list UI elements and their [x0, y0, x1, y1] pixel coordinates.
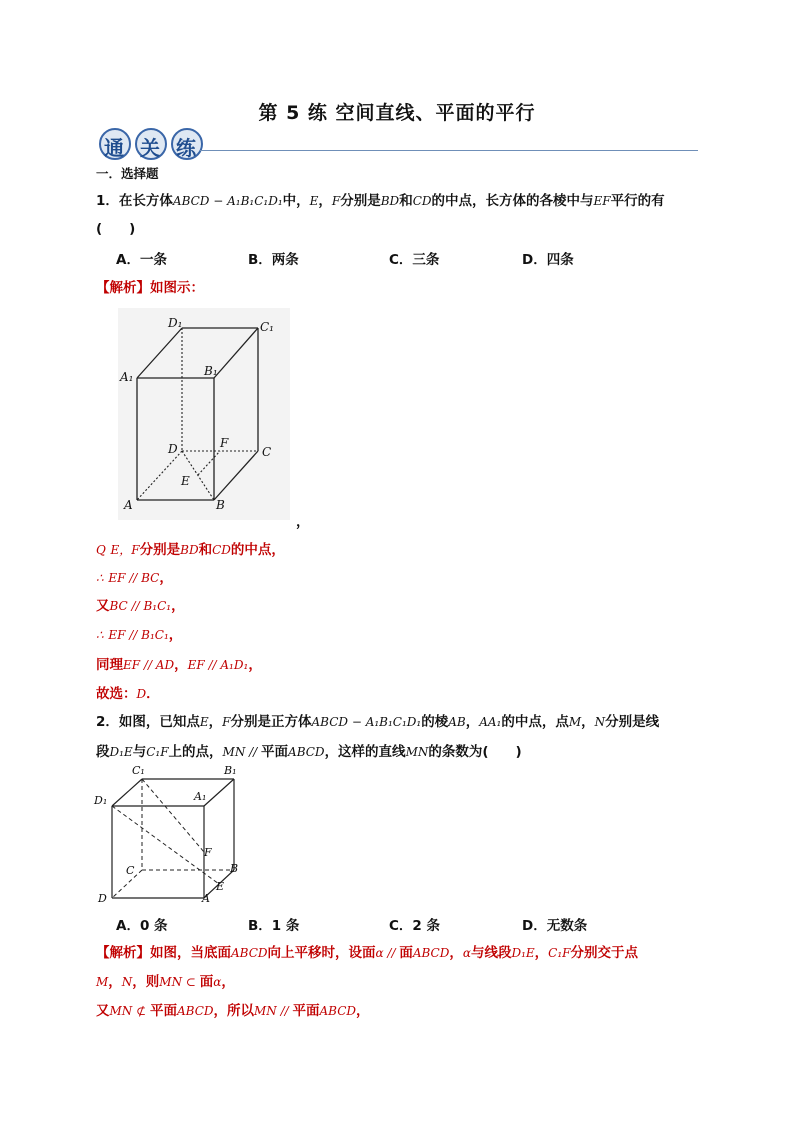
sol1-math: EF // A₁D₁: [187, 658, 249, 672]
label-f: F: [220, 436, 229, 450]
figure-1-cuboid: [96, 300, 311, 530]
sol2-text: 向上平移时，设面: [267, 945, 376, 961]
sol2-text: ，: [108, 974, 122, 990]
figure-2-svg: [94, 766, 254, 906]
sol1-text: ，: [171, 598, 185, 614]
sol2-math: ABCD: [231, 946, 268, 960]
sol1-text: 分别是: [139, 542, 181, 558]
q2-math: N: [594, 715, 606, 729]
q2-text: 的条数为( ): [428, 744, 522, 760]
q2-math: MN: [405, 745, 429, 759]
sol2-text: 面: [199, 974, 214, 990]
label-c1: C₁: [132, 764, 145, 777]
sol1-math: D: [136, 687, 147, 701]
q1-option-b[interactable]: B．两条: [248, 252, 299, 268]
q2-math: D₁E: [109, 745, 133, 759]
question-1-line-1: [96, 189, 665, 209]
solution-1-line-6: [96, 682, 160, 702]
page-title: 第 5 练 空间直线、平面的平行: [258, 102, 536, 124]
q2-option-c[interactable]: C．2 条: [389, 918, 441, 934]
sol2-math: MN ⊂: [159, 975, 200, 989]
sol2-math: N: [121, 975, 133, 989]
sol2-math: α //: [375, 946, 400, 960]
sol2-math: α: [462, 946, 471, 960]
figure-2-cube: [94, 766, 254, 906]
q2-math: MN //: [222, 745, 262, 759]
sol2-text: 面: [399, 945, 413, 961]
label-c: C: [126, 864, 135, 877]
sol2-text: 与线段: [470, 945, 512, 961]
q2-math: AA₁: [479, 715, 502, 729]
q1-math: E: [309, 194, 319, 208]
q1-option-d[interactable]: D．四条: [522, 252, 574, 268]
q1-math: F: [331, 194, 341, 208]
q2-math: C₁F: [146, 745, 169, 759]
q2-text: ，: [208, 714, 223, 730]
solution-1-heading: 【解析】如图示：: [96, 280, 204, 296]
sol1-text: 同理: [96, 657, 123, 673]
sol2-math: MN ⊄: [109, 1004, 150, 1018]
label-b: B: [230, 862, 239, 875]
edge-d1c1: [112, 779, 142, 806]
q2-text: ，: [465, 714, 480, 730]
label-d: D: [98, 892, 107, 905]
question-2-line-1: [96, 710, 659, 730]
sol2-math: ABCD: [412, 946, 450, 960]
sol2-text: ，所以: [213, 1003, 254, 1019]
q2-math: AB: [448, 715, 466, 729]
sol2-text: ，: [356, 1003, 370, 1019]
q1-text: 平行的有: [610, 193, 665, 209]
q2-text: 分别是线: [605, 714, 660, 730]
label-c1: C₁: [260, 320, 274, 334]
section-heading: 一．选择题: [96, 166, 159, 181]
sol2-math: MN //: [254, 1004, 293, 1018]
q2-option-b[interactable]: B．1 条: [248, 918, 300, 934]
sol1-math: BD: [180, 543, 199, 557]
sol2-math: C₁F: [548, 946, 571, 960]
q2-text: 2．如图，已知点: [96, 714, 200, 730]
label-b1: B₁: [224, 764, 237, 777]
badge-divider: [200, 150, 698, 151]
question-2-line-2: [96, 740, 522, 760]
q1-math: CD: [412, 194, 432, 208]
sol1-text: ，: [159, 570, 173, 586]
label-a: A: [202, 892, 210, 905]
q2-text: 分别是正方体: [230, 714, 312, 730]
label-d1: D₁: [94, 794, 108, 807]
sol2-text: 又: [96, 1003, 110, 1019]
sol1-math: EF // B₁C₁: [108, 628, 169, 642]
sol1-text: 又: [96, 598, 110, 614]
sol1-text: 的中点，: [230, 542, 285, 558]
label-f: F: [204, 846, 212, 859]
q2-text: 段: [96, 744, 110, 760]
figure-1-background: [118, 308, 290, 520]
badge-char-2: 关: [140, 136, 160, 160]
sol2-text: 平面: [149, 1003, 177, 1019]
q1-math: ABCD − A₁B₁C₁D₁: [172, 194, 283, 208]
solution-2-line-3: [96, 999, 370, 1019]
sol2-math: ABCD: [319, 1004, 357, 1018]
sol1-math: BC // B₁C₁: [109, 599, 172, 613]
sol2-text: 【解析】如图，当底面: [96, 945, 231, 961]
sol1-math: CD: [212, 543, 231, 557]
q1-math: EF: [593, 194, 611, 208]
q2-text: 的中点，点: [501, 714, 569, 730]
sol1-math: EF // AD: [123, 658, 175, 672]
question-1-line-2: ( ): [96, 221, 136, 237]
q2-option-a[interactable]: A．0 条: [116, 918, 168, 934]
solution-1-line-3: [96, 594, 185, 614]
label-a1: A₁: [120, 370, 134, 384]
sol1-text: ．: [146, 686, 160, 702]
solution-2-line-2: [96, 970, 235, 990]
q2-text: 平面: [261, 744, 289, 760]
q2-math: M: [568, 715, 582, 729]
sol2-text: ，则: [132, 974, 160, 990]
sol2-text: 分别交于点: [570, 945, 638, 961]
q2-text: ，: [581, 714, 595, 730]
q2-math: E: [199, 715, 209, 729]
sol1-text: ，: [248, 657, 262, 673]
q2-math: ABCD: [288, 745, 325, 759]
q2-text: ，这样的直线: [324, 744, 406, 760]
label-b: B: [216, 498, 225, 512]
therefore-symbol: ∴: [96, 571, 104, 585]
sol2-math: ABCD: [176, 1004, 214, 1018]
solution-1-line-2: [96, 566, 173, 586]
sol1-math: EF // BC: [108, 571, 160, 585]
q1-text: 1．在长方体: [96, 193, 173, 209]
badge-char-1: 通: [104, 136, 124, 160]
badge-char-3: 练: [176, 136, 196, 160]
label-a1: A₁: [194, 790, 207, 803]
q1-text: 的中点，长方体的各棱中与: [431, 193, 594, 209]
solution-1-line-4: [96, 623, 182, 643]
q2-math: F: [222, 715, 231, 729]
q1-text: 和: [399, 193, 413, 209]
q2-text: 的棱: [421, 714, 449, 730]
sol1-text: ，: [168, 627, 183, 643]
sol2-text: ，: [449, 945, 463, 961]
sol2-math: D₁E: [511, 946, 535, 960]
sol1-text: ，: [174, 657, 188, 673]
therefore-symbol: ∴: [96, 628, 104, 642]
q1-math: BD: [380, 194, 400, 208]
solution-1-line-1: [96, 538, 285, 558]
q2-text: 上的点，: [168, 744, 223, 760]
q1-text: ，: [318, 193, 332, 209]
sol1-text: 和: [198, 542, 213, 558]
q2-option-d[interactable]: D．无数条: [522, 918, 588, 934]
label-a: A: [124, 498, 133, 512]
figure-1-trailing-comma: ，: [296, 514, 310, 530]
sol2-math: α: [213, 975, 222, 989]
edge-a1b1: [204, 779, 234, 806]
sol1-text: 故选：: [96, 686, 137, 702]
figure-1-svg: [96, 300, 311, 525]
sol2-text: ，: [221, 974, 235, 990]
sol2-math: M: [96, 975, 109, 989]
q1-option-a[interactable]: A．一条: [116, 252, 167, 268]
q1-text: 分别是: [340, 193, 381, 209]
because-symbol: Q: [96, 543, 106, 557]
label-c: C: [262, 445, 272, 459]
solution-1-line-5: [96, 653, 262, 673]
label-e: E: [181, 474, 190, 488]
label-e: E: [216, 880, 225, 893]
label-b1: B₁: [204, 364, 218, 378]
q1-text: 中，: [282, 193, 310, 209]
q1-option-c[interactable]: C．三条: [389, 252, 440, 268]
q2-text: 与: [132, 744, 147, 760]
sol2-text: ，: [534, 945, 549, 961]
label-d1: D₁: [168, 316, 183, 330]
q2-math: ABCD − A₁B₁C₁D₁: [311, 715, 422, 729]
label-d: D: [168, 442, 178, 456]
solution-2-line-1: [96, 941, 638, 961]
sol1-math: E，F: [110, 543, 140, 557]
section-badge: [96, 126, 206, 162]
sol2-text: 平面: [292, 1003, 320, 1019]
